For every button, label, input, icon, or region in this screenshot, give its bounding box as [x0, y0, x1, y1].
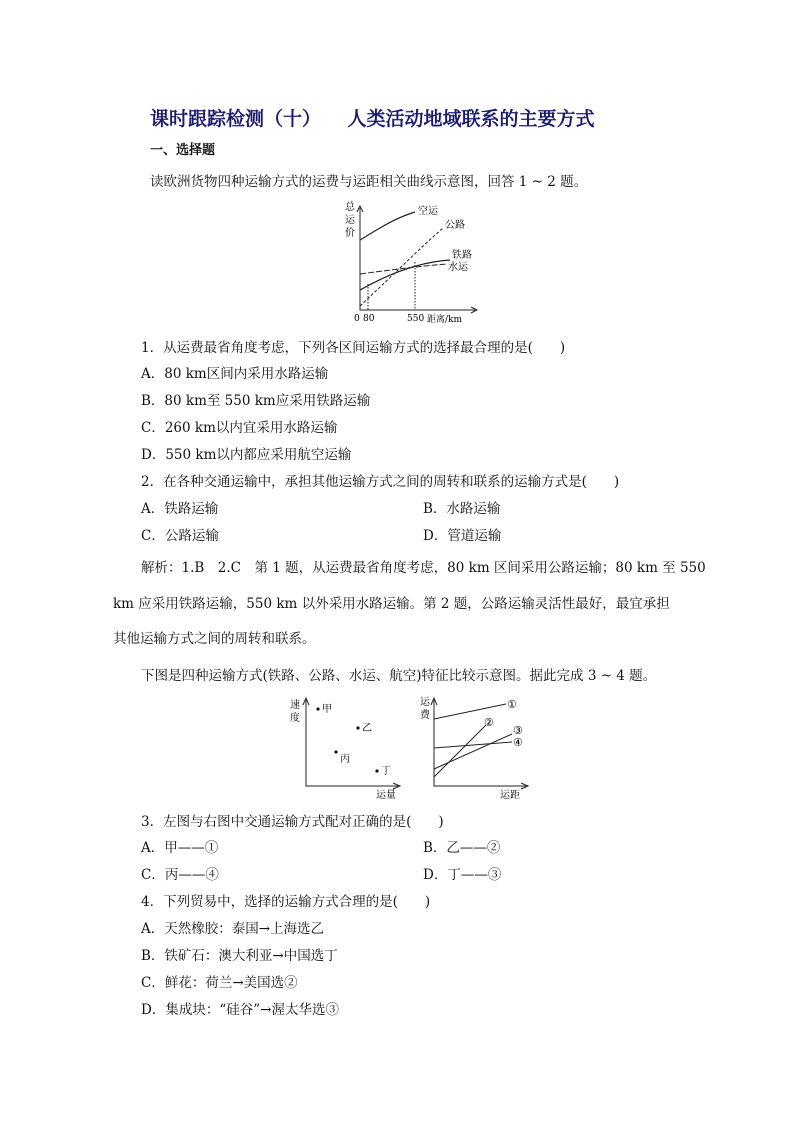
q2-stem: 2．在各种交通运输中，承担其他运输方式之间的周转和联系的运输方式是( )	[141, 474, 620, 490]
q3-option-a: A．甲——①	[141, 840, 219, 856]
series-road: 公路	[445, 220, 465, 231]
analysis-line-3: 其他运输方式之间的周转和联系。	[113, 631, 316, 647]
road-curve	[360, 228, 443, 306]
line-4-label: ④	[513, 736, 523, 749]
series-rail: 铁路	[452, 250, 472, 261]
q4-option-b: B．铁矿石：澳大利亚→中国选丁	[141, 948, 338, 964]
label-yi: 乙	[362, 723, 372, 734]
q2-option-a: A．铁路运输	[141, 501, 219, 517]
air-curve	[360, 212, 415, 240]
cost-distance-lines-chart	[416, 694, 534, 802]
q1-option-b: B．80 km至 550 km应采用铁路运输	[141, 393, 371, 409]
left-ylabel-2: 度	[290, 713, 300, 724]
series-air: 空运	[418, 206, 438, 217]
q3-option-d: D．丁——③	[423, 867, 502, 883]
line-3-label: ③	[513, 724, 523, 737]
water-curve	[360, 264, 447, 274]
q1-option-a: A．80 km区间内采用水路运输	[141, 366, 329, 382]
q1-option-c: C．260 km以内宜采用水路运输	[141, 420, 338, 436]
right-ylabel-1: 运	[420, 697, 430, 708]
point-yi	[356, 726, 359, 729]
analysis-line-1: 解析：1.B 2.C 第 1 题，从运费最省角度考虑，80 km 区间采用公路运输；80 km 至 550	[141, 560, 706, 576]
label-bing: 丙	[340, 754, 350, 765]
line-4	[434, 742, 512, 748]
line-2	[434, 725, 486, 777]
q4-stem: 4．下列贸易中，选择的运输方式合理的是( )	[141, 894, 431, 910]
q1-option-d: D．550 km以内都应采用航空运输	[141, 447, 352, 463]
label-jia: 甲	[322, 704, 332, 715]
chart1-ylabel-2: 运	[345, 215, 355, 226]
chart1-ylabel-3: 价	[345, 228, 355, 239]
intro-1: 读欧洲货物四种运输方式的运费与运距相关曲线示意图，回答 1 ~ 2 题。	[150, 174, 588, 190]
q2-option-d: D．管道运输	[423, 528, 502, 544]
line-3	[434, 734, 512, 769]
speed-volume-chart	[286, 694, 406, 802]
chart1-xlabel: 距离/km	[427, 315, 463, 325]
q2-option-b: B．水路运输	[423, 501, 501, 517]
label-ding: 丁	[381, 766, 391, 777]
point-bing	[334, 750, 337, 753]
section-heading: 一、选择题	[150, 143, 216, 158]
q4-option-d: D．集成块：“硅谷”→渥太华选③	[141, 1002, 339, 1018]
q2-option-c: C．公路运输	[141, 528, 219, 544]
series-water: 水运	[448, 262, 468, 273]
q1-stem: 1．从运费最省角度考虑，下列各区间运输方式的选择最合理的是( )	[141, 340, 566, 356]
right-xlabel: 运距	[500, 790, 520, 801]
chart1-xtick-80: 80	[363, 314, 375, 324]
q3-stem: 3．左图与右图中交通运输方式配对正确的是( )	[141, 814, 444, 830]
chart1-origin: 0	[354, 314, 360, 324]
q4-option-c: C．鲜花：荷兰→美国选②	[141, 975, 298, 991]
line-1-label: ①	[507, 698, 517, 711]
chart1-ylabel-1: 总	[345, 202, 355, 213]
page-title: 课时跟踪检测（十） 人类活动地域联系的主要方式	[150, 108, 595, 130]
analysis-line-2: km 应采用铁路运输，550 km 以外采用水路运输。第 2 题，公路运输灵活性最好，最宜承担	[113, 596, 670, 612]
point-jia	[316, 707, 319, 710]
q4-option-a: A．天然橡胶：泰国→上海选乙	[141, 921, 325, 937]
point-ding	[375, 769, 378, 772]
intro-2: 下图是四种运输方式(铁路、公路、水运、航空)特征比较示意图。据此完成 3 ~ 4 题。	[141, 668, 657, 684]
left-xlabel: 运量	[376, 790, 396, 801]
cost-distance-chart	[335, 198, 485, 326]
line-2-label: ②	[484, 716, 494, 729]
q3-option-c: C．丙——④	[141, 867, 219, 883]
line-1	[434, 704, 506, 719]
chart1-xtick-550: 550	[407, 314, 425, 324]
q3-option-b: B．乙——②	[423, 840, 501, 856]
right-ylabel-2: 费	[420, 710, 430, 721]
left-ylabel-1: 速	[290, 700, 300, 711]
